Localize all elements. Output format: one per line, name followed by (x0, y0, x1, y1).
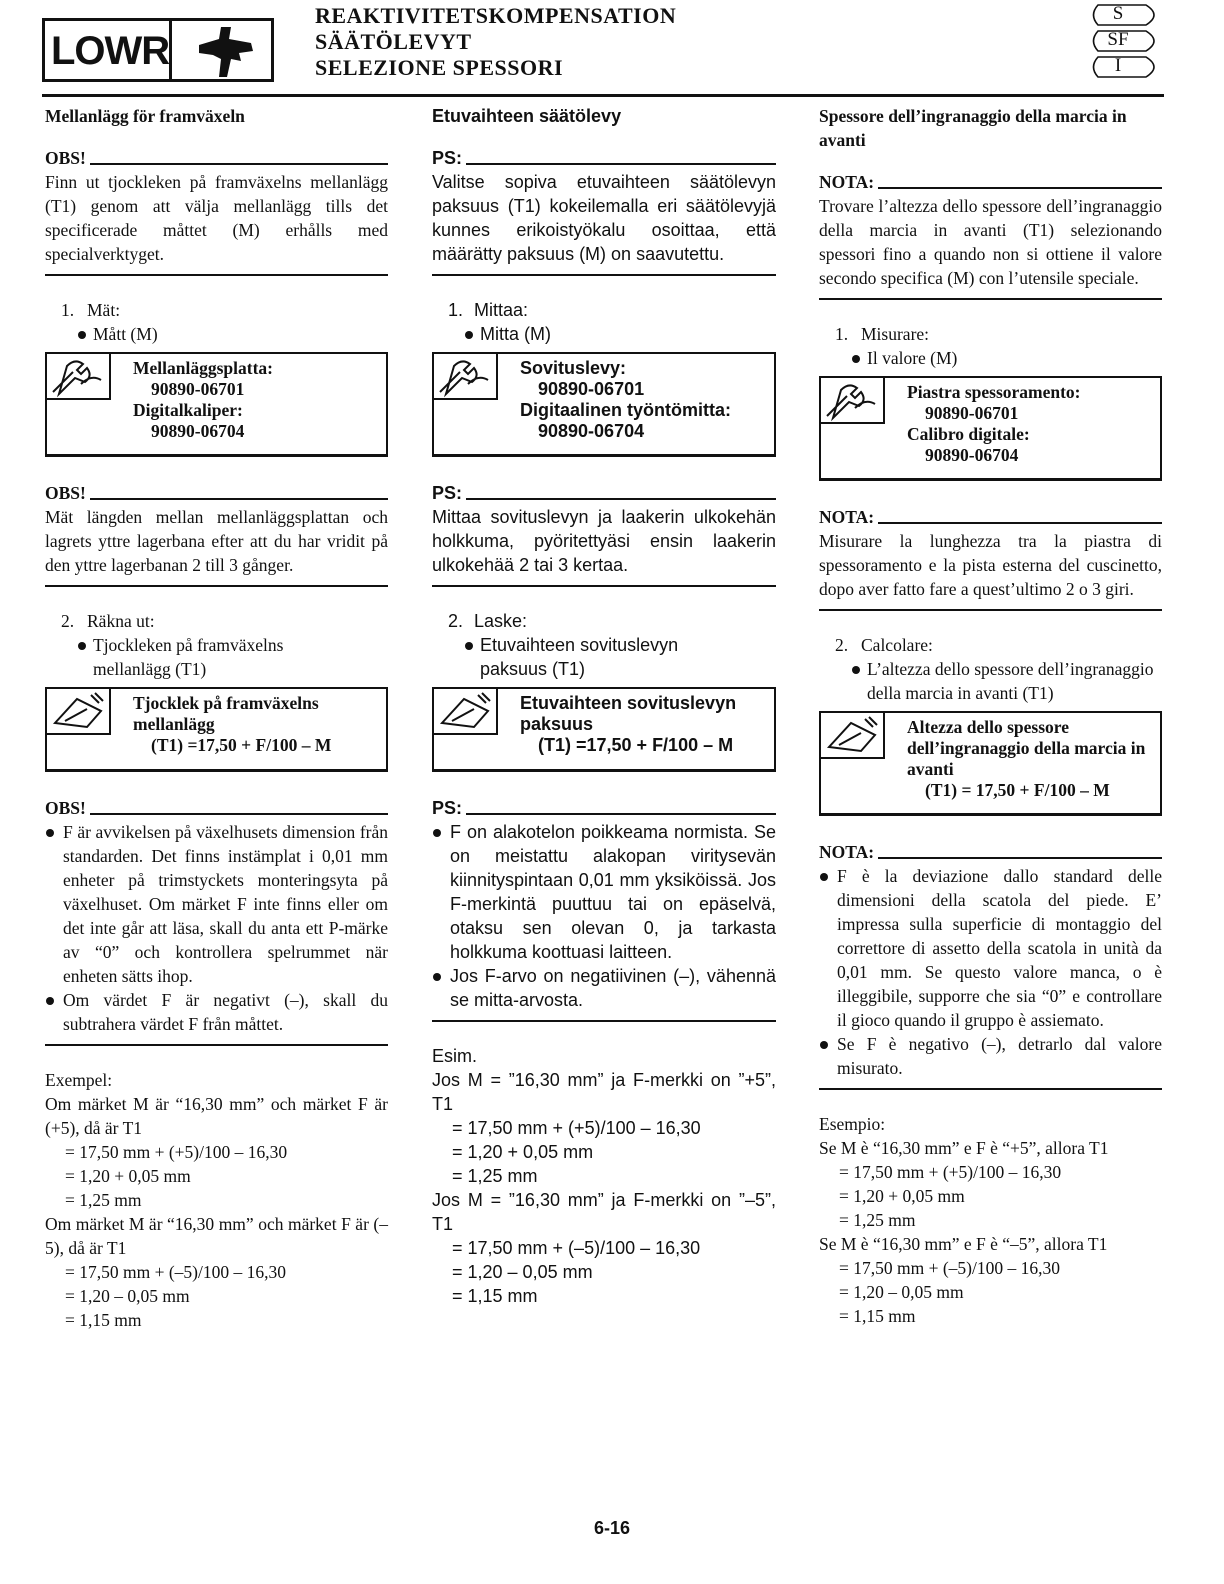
tool-part-number: 90890-06701 (925, 403, 1019, 423)
tool-name: Digitaalinen työntömitta: (520, 400, 731, 420)
language-tag-sf-label: SF (1107, 29, 1129, 50)
language-tag-i-label: I (1114, 55, 1122, 76)
formula-title: Tjocklek på framväxelns mellanlägg (133, 693, 319, 734)
step-1 (45, 298, 388, 322)
page-titles (315, 3, 676, 81)
note-bullet-item: F on alakotelon poikkeama normista. Se on meistattu alakopan viritysevän kiinnityspintaan 0,01 mm yksiköissä. Jos F-merkintä puuttuu tai on epäselvä, otaksu sen olevan 0, ja tarkasta holkkuma koottuasi laitteen. (432, 820, 776, 964)
special-tool-box (819, 376, 1162, 481)
step-bullet: Etuvaihteen sovituslevyn paksuus (T1) (432, 633, 776, 681)
note-text: Misurare la lunghezza tra la piastra di spessoramento e la pista esterna del cuscinetto, dopo aver fatto fare a quest’ultimo 2 o 3 giri. (819, 531, 1162, 599)
calculation-icon (432, 687, 498, 735)
note-end-rule (819, 298, 1162, 300)
step-bullet: L’altezza dello spessore dell’ingranaggio della marcia in avanti (T1) (819, 657, 1162, 705)
note-header (819, 840, 1162, 864)
example-case: Om märket M är “16,30 mm” och märket F är (+5), då är T1 (45, 1094, 388, 1138)
step-1 (819, 322, 1162, 346)
example-title: Esim. (432, 1046, 477, 1066)
note-label: OBS! (45, 148, 86, 168)
language-tag-i (1088, 56, 1148, 76)
example-case: Jos M = ”16,30 mm” ja F-merkki on ”+5”, T1 (432, 1070, 776, 1114)
title-italian: SELEZIONE SPESSORI (315, 55, 564, 80)
note-header (45, 796, 388, 820)
calculation-icon (45, 687, 111, 735)
column-finnish (432, 104, 776, 1308)
note-header (432, 481, 776, 505)
formula-box (45, 687, 388, 772)
example-line: = 1,25 mm (65, 1190, 142, 1210)
note-end-rule (819, 1088, 1162, 1090)
tool-name: Digitalkaliper: (133, 400, 243, 420)
example-line: = 17,50 mm + (–5)/100 – 16,30 (452, 1238, 701, 1258)
step-number: 1. (448, 300, 464, 320)
special-tool-box (45, 352, 388, 457)
example-line: = 1,20 + 0,05 mm (452, 1142, 594, 1162)
example-case: Se M è “16,30 mm” e F è “+5”, allora T1 (819, 1138, 1109, 1158)
note-label: OBS! (45, 798, 86, 818)
note-label: PS: (432, 483, 463, 503)
step-number: 2. (61, 611, 75, 631)
intro-text: Finn ut tjockleken på framväxelns mellanlägg (T1) genom att välja mellanlägg tills det specificerade måttet (M) erhålls med specialverktyget. (45, 172, 388, 264)
note-end-rule (819, 609, 1162, 611)
note-text: Mittaa sovituslevyn ja laakerin ulkokehän holkkuma, pyöritettyäsi ensin laakerin ulkokehää 2 tai 3 kertaa. (432, 507, 776, 575)
page-header (0, 0, 1224, 100)
note-header (432, 796, 776, 820)
note-end-rule (432, 1020, 776, 1022)
language-tag-s (1088, 4, 1148, 24)
special-tool-icon (819, 376, 885, 424)
title-finnish: SÄÄTÖLEVYT (315, 29, 472, 54)
note-end-rule (45, 1044, 388, 1046)
tool-name: Mellanläggsplatta: (133, 358, 273, 378)
formula-expression: (T1) = 17,50 + F/100 – M (925, 780, 1110, 800)
step-1 (432, 298, 776, 322)
note-bullet-item: F är avvikelsen på växelhusets dimension från standarden. Det finns instämplat i 0,01 mm enheter på trimstyckets monteringsyta på växelhuset. Om märket F inte finns eller om det inte går att läsa, skall du anta ett P-märke av “0” och kontrollera spelrummet när enheten sätts ihop. (45, 820, 388, 988)
example-line: = 1,25 mm (839, 1210, 916, 1230)
tool-part-number: 90890-06704 (538, 421, 645, 441)
step-2 (819, 633, 1162, 657)
note-label: PS: (432, 798, 463, 818)
special-tool-icon (45, 352, 111, 400)
note-end-rule (432, 274, 776, 276)
example-block (819, 1112, 1162, 1328)
badge-divider (169, 21, 172, 79)
formula-title: Altezza dello spessore dell’ingranaggio della marcia in avanti (907, 717, 1146, 779)
formula-expression: (T1) =17,50 + F/100 – M (538, 735, 734, 755)
note-end-rule (45, 274, 388, 276)
example-line: = 17,50 mm + (+5)/100 – 16,30 (65, 1142, 288, 1162)
language-tag-sf (1088, 30, 1148, 50)
step-label: Misurare: (861, 324, 930, 344)
tool-part-number: 90890-06701 (151, 379, 245, 399)
note-label: NOTA: (819, 172, 875, 192)
special-tool-box (432, 352, 776, 457)
language-tags (1088, 4, 1164, 82)
example-line: = 1,15 mm (839, 1306, 916, 1326)
language-tag-s-label: S (1112, 3, 1124, 24)
intro-text: Valitse sopiva etuvaihteen säätölevyn paksuus (T1) kokeilemalla eri säätölevyjä kunnes erikoistyökalu osoittaa, että määrätty paksuus (M) on saavutettu. (432, 172, 776, 264)
title-swedish: REAKTIVITETSKOMPENSATION (315, 3, 677, 28)
section-heading: Spessore dell’ingranaggio della marcia in avanti (819, 106, 1127, 150)
page-number: 6-16 (593, 1518, 631, 1538)
step-label: Räkna ut: (87, 611, 155, 631)
header-rule (42, 94, 1164, 97)
intro-text: Trovare l’altezza dello spessore dell’ingranaggio della marcia in avanti (T1) selezionando spessori fino a quando non si ottiene il valore secondo specifica (M) con l’utensile speciale. (819, 196, 1162, 288)
step-bullet: Il valore (M) (819, 346, 1162, 370)
example-line: = 17,50 mm + (+5)/100 – 16,30 (452, 1118, 701, 1138)
section-badge-label: LOWR (51, 29, 170, 73)
column-italian (819, 104, 1162, 1328)
tool-name: Piastra spessoramento: (907, 382, 1081, 402)
note-bullet-list (432, 820, 776, 1012)
note-header (819, 170, 1162, 194)
step-bullet: Mått (M) (45, 322, 388, 346)
example-case: Jos M = ”16,30 mm” ja F-merkki on ”–5”, T1 (432, 1190, 776, 1234)
note-end-rule (432, 585, 776, 587)
note-header (45, 481, 388, 505)
example-line: = 1,15 mm (65, 1310, 142, 1330)
step-number: 1. (835, 324, 849, 344)
note-header (432, 146, 776, 170)
note-text: Mät längden mellan mellanläggsplattan och lagrets yttre lagerbana efter att du har vridit på den yttre lagerbanan 2 till 3 gånger. (45, 507, 388, 575)
special-tool-icon (432, 352, 498, 400)
formula-title: Etuvaihteen sovituslevyn paksuus (520, 693, 737, 734)
example-line: = 1,20 + 0,05 mm (65, 1166, 191, 1186)
tool-name: Calibro digitale: (907, 424, 1030, 444)
example-line: = 1,20 + 0,05 mm (839, 1186, 965, 1206)
tool-part-number: 90890-06701 (538, 379, 645, 399)
example-line: = 1,25 mm (452, 1166, 538, 1186)
example-title: Exempel: (45, 1070, 113, 1090)
step-label: Mittaa: (474, 300, 529, 320)
column-swedish (45, 104, 388, 1332)
example-line: = 1,15 mm (452, 1286, 538, 1306)
step-number: 1. (61, 300, 75, 320)
tool-name: Sovituslevy: (520, 358, 627, 378)
note-bullet-item: F è la deviazione dallo standard delle dimensioni della scatola del piede. E’ impressa sulla superficie di montaggio del correttore di assetto della scatola in unità da 0,01 mm. Se questo valore manca, o è illeggibile, supporre che sia “0” e controllare il gioco quando il gruppo è assiemato. (819, 864, 1162, 1032)
tool-part-number: 90890-06704 (925, 445, 1019, 465)
example-line: = 17,50 mm + (–5)/100 – 16,30 (65, 1262, 286, 1282)
note-bullet-item: Om värdet F är negativt (–), skall du subtrahera värdet F från måttet. (45, 988, 388, 1036)
step-label: Laske: (474, 611, 528, 631)
example-title: Esempio: (819, 1114, 886, 1134)
example-line: = 1,20 – 0,05 mm (839, 1282, 964, 1302)
example-block (45, 1068, 388, 1332)
example-line: = 17,50 mm + (–5)/100 – 16,30 (839, 1258, 1060, 1278)
note-header (819, 505, 1162, 529)
example-case: Se M è “16,30 mm” e F è “–5”, allora T1 (819, 1234, 1108, 1254)
step-2 (45, 609, 388, 633)
step-2 (432, 609, 776, 633)
note-bullet-list (819, 864, 1162, 1080)
note-label: NOTA: (819, 507, 875, 527)
formula-box (819, 711, 1162, 816)
calculation-icon (819, 711, 885, 759)
step-bullet: Tjockleken på framväxelns mellanlägg (T1) (45, 633, 388, 681)
note-end-rule (45, 585, 388, 587)
section-heading: Etuvaihteen säätölevy (432, 106, 622, 126)
example-line: = 1,20 – 0,05 mm (65, 1286, 190, 1306)
section-heading: Mellanlägg för framväxeln (45, 106, 245, 126)
example-block (432, 1044, 776, 1308)
step-label: Calcolare: (861, 635, 933, 655)
step-number: 2. (835, 635, 849, 655)
step-bullet: Mitta (M) (432, 322, 776, 346)
lower-unit-icon (191, 25, 259, 79)
step-number: 2. (448, 611, 464, 631)
note-label: OBS! (45, 483, 86, 503)
example-line: = 17,50 mm + (+5)/100 – 16,30 (839, 1162, 1062, 1182)
example-case: Om märket M är “16,30 mm” och märket F är (–5), då är T1 (45, 1214, 388, 1258)
section-badge (42, 18, 274, 82)
note-label: NOTA: (819, 842, 875, 862)
note-bullet-item: Jos F-arvo on negatiivinen (–), vähennä se mitta-arvosta. (432, 964, 776, 1012)
tool-part-number: 90890-06704 (151, 421, 245, 441)
step-label: Mät: (87, 300, 121, 320)
note-header (45, 146, 388, 170)
formula-expression: (T1) =17,50 + F/100 – M (151, 735, 332, 755)
example-line: = 1,20 – 0,05 mm (452, 1262, 593, 1282)
note-label: PS: (432, 148, 463, 168)
note-bullet-item: Se F è negativo (–), detrarlo dal valore misurato. (819, 1032, 1162, 1080)
note-bullet-list (45, 820, 388, 1036)
formula-box (432, 687, 776, 772)
